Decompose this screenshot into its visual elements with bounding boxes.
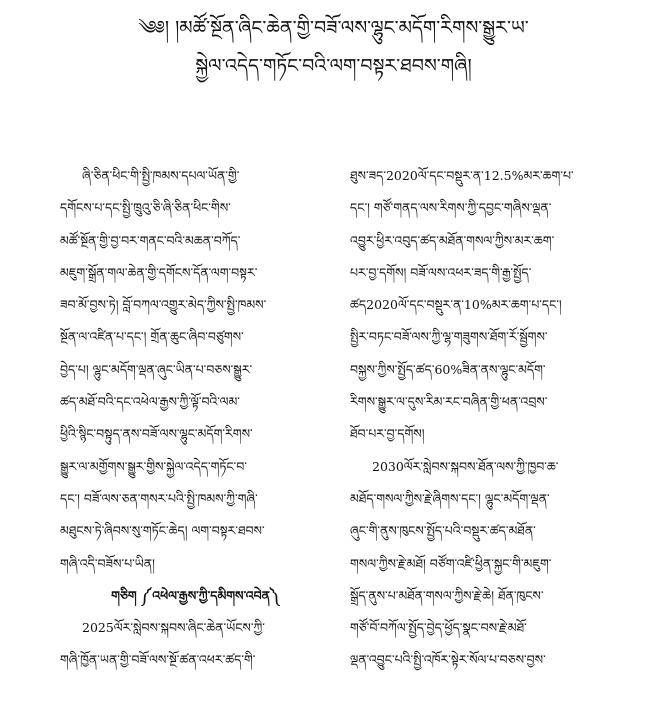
paragraph-line: གཞི་འདི་བཟོས་པ་ཡིན། <box>60 555 155 571</box>
paragraph-line: དགོངས་པ་དང་སྤྱི་ཁྲུའུ་ཅི་ཞི་ཅིན་ཕིང་གིས་ <box>60 200 231 216</box>
paragraph-line: དང་། གཙོ་གནད་ལས་རིགས་ཀྱི་དབྱང་གཞིས་ལྡན་ <box>350 200 552 216</box>
paragraph-line: རིགས་སྒྱུར་ལ་དུས་རིམ་རང་བཞིན་གྱི་ཕན་འབྲས་ <box>350 394 548 410</box>
paragraph-line: གསལ་ཀྱིས་རྗེ་མཐོ། བཙོག་འཛི་ཕྱིན་སྐྱང་གི་མཇུག་ <box>350 555 552 571</box>
paragraph-line: བྱེད་པ། ལྷུང་མདོག་ལྡན་ཞུང་ཡིན་པ་བཅས་སྒྱུར་ <box>60 361 253 377</box>
paragraph-line: ཟབ་མོ་བྱས་ཏེ། བློ་བཀལ་འགྱུར་མེད་ཀྱིས་སྤྱི་ཁམས་ <box>60 297 267 313</box>
paragraph-line: པར་བྱ་དགོས། བཟོ་ལས་འཕར་ཟད་གི་རྒྱ་སྤྱོད་ <box>350 264 532 280</box>
paragraph-line: མཚོ་སྔོན་གྱི་བྱ་བར་གནང་བའི་མཆན་བཀོད་ <box>60 232 241 248</box>
paragraph-line: མཐུངས་ཏེ་ཞིབས་སུ་གཏོང་ཆེད། ལག་བསྟར་ཐབས་ <box>60 523 265 539</box>
paragraph-line: བསྐྱས་ཀྱིས་སྤྱོད་ཚད་60%ཟིན་ནས་ལྷུང་མདོག་ <box>350 361 546 377</box>
paragraph-line: འབྱུར་ཕྱིར་འབུད་ཚད་མཐོན་གསལ་ཀྱིས་མར་ཆག་ <box>350 232 555 248</box>
paragraph-line: 2025ལོར་སླེབས་སྐབས་ཞིང་ཆེན་ཡོངས་ཀྱི་ <box>82 620 265 636</box>
paragraph-line: ཞུང་གི་ནུས་ཁུངས་སྤྱོད་པའི་བསྡུར་ཚད་མཐོན་ <box>350 523 536 539</box>
paragraph-line: མཐོད་གསལ་ཀྱིས་རྗེ་ཞིགས་དང་། ལྷུང་མདོག་ལྡན་ <box>350 490 550 506</box>
paragraph-line: སྔོན་ལ་འཛིན་པ་དང་། གྲོན་ཆུང་ཞིབ་བཙུགས་ <box>60 329 244 345</box>
paragraph-line: ཞི་ཅིན་ཕིང་གི་སྤྱི་ཁམས་དཔལ་ཡོན་གྱི་ <box>82 168 240 183</box>
paragraph-line: གཞི་ཁྱོན་ཡན་གྱི་བཟོ་ལས་སྔོ་ཚན་འཕར་ཚད་གི་ <box>60 652 256 668</box>
paragraph-line: ཚད་མཐོ་བའི་དང་འཕེལ་རྒྱས་ཀྱི་ལྟོ་བའི་ལམ་ <box>60 394 240 410</box>
section-heading: གཅིག ༼འཕེལ་རྒྱས་ཀྱི་དམིགས་འབེན༽ <box>111 587 279 603</box>
paragraph-line: སྤྱིར་བཏང་བཟོ་ལས་ཀྱི་ལྷ་གཟུགས་ཐོག་རོ་སྦྱོགས་ <box>350 329 548 345</box>
paragraph-line: མཇུག་སྒྲོན་གལ་ཆེན་གྱི་དགོངས་དོན་ལག་བསྟར་ <box>60 264 258 280</box>
left-column <box>60 160 330 677</box>
paragraph-line: སྒྱུར་ལ་མགྱོགས་སྒྱུར་གྱིས་སྐྱེལ་འདེད་གཏོང་བ་ <box>60 458 247 474</box>
paragraph-line: ལྡན་འབྱུང་པའི་སྤྱི་འཁོར་སྟེར་སོལ་པ་བཅས་བྱས་ <box>350 652 546 668</box>
paragraph-line: ཐུས་ཟད་2020ལོ་དང་བསྡུར་ན་12.5%མར་ཆག་པ་ <box>350 168 574 183</box>
paragraph-line: 2030ལོར་སླེབས་སྐབས་ཐོན་ལས་ཀྱི་ཁྱབ་ཆ་ <box>372 458 559 474</box>
right-column <box>350 160 620 677</box>
paragraph-line: ཐོབ་པར་བྱ་དགོས། <box>350 426 425 442</box>
paragraph-line: གཙོ་བོ་བཀོལ་སྤྱོད་བྱེད་ཕྱོད་སྣང་བས་རྗེ་མཐོ་ <box>350 620 527 636</box>
paragraph-line: དང་། བཟོ་ལས་ཅན་གསར་པའི་སྤྱི་ཁམས་ཀྱི་གཞི་ <box>60 490 258 506</box>
paragraph-line: སྒྲོད་ནུས་པ་མཐོན་གསལ་ཀྱིས་རྗེ་ཆེ། ཐོན་ཁུངས་ <box>350 587 544 603</box>
document-title-line-2: སྐྱེལ་འདེད་གཏོང་བའི་ལག་བསྟར་ཐབས་གཞི། <box>195 55 472 77</box>
paragraph-line: ཕྱིའི་སྙིང་བསྟུད་ནས་བཟོ་ལས་ལྷུང་མདོག་རིགས་ <box>60 426 253 442</box>
paragraph-line: ཚད2020ལོ་དང་བསྡུར་ན་10%མར་ཆག་པ་དང་། <box>350 297 562 313</box>
document-title-line-1: ༄༅། །མཚོ་སྔོན་ཞིང་ཆེན་གྱི་བཟོ་ལས་ལྷུང་མདོག་རིགས་སྒྱུར་ཡ་ <box>138 17 529 39</box>
